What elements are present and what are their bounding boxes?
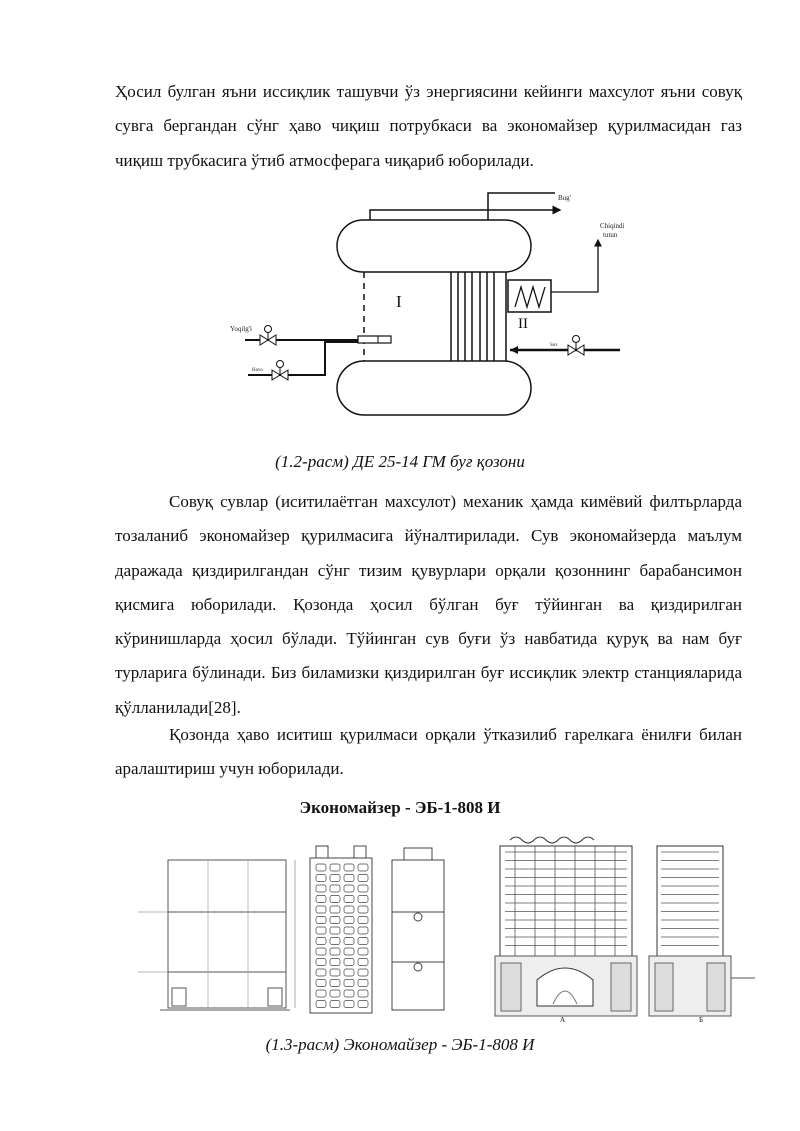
boiler-schematic-figure xyxy=(220,185,640,435)
figure-2-caption: (1.3-расм) Экономайзер - ЭБ-1-808 И xyxy=(265,1035,535,1054)
section-a-label: A xyxy=(560,1016,566,1024)
water-valve-icon xyxy=(568,336,584,356)
upper-drum xyxy=(337,220,531,272)
section-1-label: I xyxy=(396,292,402,311)
lower-drum xyxy=(337,361,531,415)
convective-tube-bank xyxy=(451,272,506,361)
flue-out-label-2: tutun xyxy=(603,231,618,239)
economizer-drawings-left xyxy=(130,838,460,1023)
paragraph-2: Совуқ сувлар (иситилаётган махсулот) механик ҳамда кимёвий филтьрларда тозаланиб экономайзер қурилмасига йўналтирилади. Сув экономайзерда маълум даражада қиздирилгандан сўнг тизим қувурлари орқали қозоннинг барабансимон қисмига юборилади. Қозонда ҳосил бўлган буғ тўйинган ва қиздирилган кўринишларда ҳосил бўлади. Тўйинган сув буғи ўз навбатида қуруқ ва нам буғ турларига бўлинади. Биз биламизки қиздирилган буғ иссиқлик электр станцияларида қўлланилади[28]. xyxy=(115,492,742,717)
burner xyxy=(358,336,391,343)
air-valve-icon xyxy=(272,361,288,381)
steam-out-label: Bug' xyxy=(558,194,571,202)
paragraph-3: Қозонда ҳаво иситиш қурилмаси орқали ўтказилиб гарелкага ёнилғи билан аралаштириш учун юборилади. xyxy=(115,725,742,779)
flue-out-label-1: Chiqindi xyxy=(600,222,625,230)
economizer-box xyxy=(508,280,551,312)
economizer-heading: Экономайзер - ЭБ-1-808 И xyxy=(299,798,501,817)
section-2-label: II xyxy=(518,316,528,332)
paragraph-1: Ҳосил булган яъни иссиқлик ташувчи ўз энергиясини кейинги махсулот яъни совуқ сувга бергандан сўнг ҳаво чиқиш потрубкаси ва экономайзер қурилмасидан газ чиқиш трубкасига ўтиб атмосферага чиқариб юборилади. xyxy=(115,82,742,170)
economizer-drawings-right xyxy=(475,828,760,1024)
water-label: Suv xyxy=(550,343,558,348)
figure-1-caption: (1.2-расм) ДЕ 25-14 ГМ буғ қозони xyxy=(275,452,525,471)
air-label: Havo xyxy=(252,368,263,373)
section-b-label: Б xyxy=(699,1016,704,1024)
fuel-label: Yoqilg'i xyxy=(230,325,252,333)
fuel-valve-icon xyxy=(260,326,276,346)
